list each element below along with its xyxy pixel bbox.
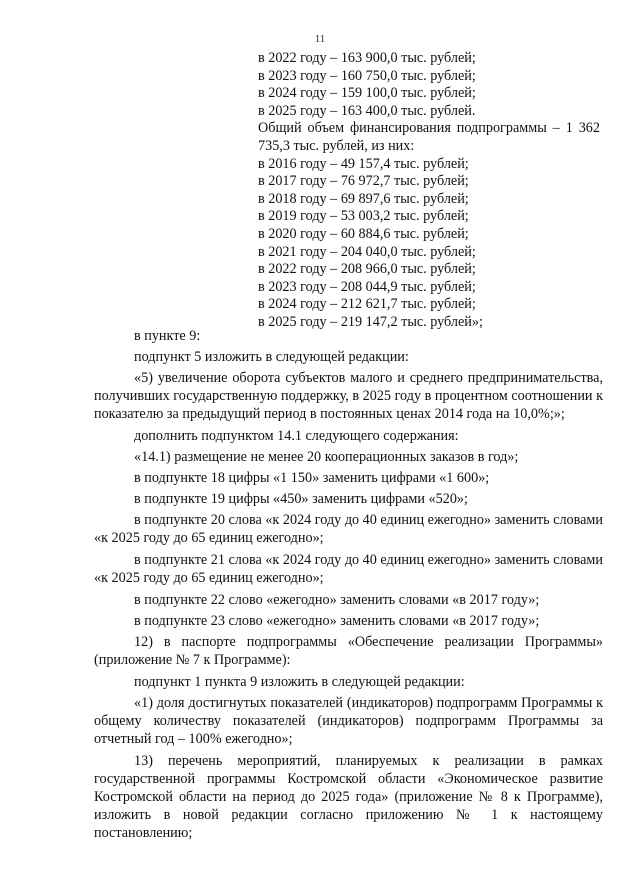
page-number: 11 (314, 33, 326, 45)
financing-line: в 2025 году – 163 400,0 тыс. рублей. (258, 102, 476, 119)
paragraph: «14.1) размещение не менее 20 кооперационных заказов в год»; (134, 449, 519, 465)
financing-line: в 2024 году – 159 100,0 тыс. рублей; (258, 85, 476, 102)
financing-line: в 2022 году – 163 900,0 тыс. рублей; (258, 50, 476, 66)
paragraph: в подпункте 23 слово «ежегодно» заменить словами «в 2017 году»; (134, 613, 540, 629)
paragraph: в подпункте 20 слова «к 2024 году до 40 единиц ежегодно» заменить словами «к 2025 году до 65 единиц ежегодно»; (94, 512, 603, 546)
financing-line: в 2019 году – 53 003,2 тыс. рублей; (258, 208, 469, 225)
paragraph: в подпункте 22 слово «ежегодно» заменить словами «в 2017 году»; (134, 592, 540, 608)
paragraph: «5) увеличение оборота субъектов малого и среднего предпринимательства, получивших государственную поддержку, в 2025 году в процентном соотношении к показателю за предыдущий период в постоянных ценах 2014 года на 10,0%;»; (94, 370, 603, 422)
financing-line: в 2025 году – 219 147,2 тыс. рублей»; (258, 313, 483, 330)
paragraph: в пункте 9: (134, 328, 201, 344)
total-financing: Общий объем финансирования подпрограммы – 1 362 735,3 тыс. рублей, из них: (258, 120, 600, 154)
financing-line: в 2022 году – 208 966,0 тыс. рублей; (258, 261, 476, 278)
financing-line: в 2016 году – 49 157,4 тыс. рублей; (258, 155, 469, 172)
paragraph: подпункт 5 изложить в следующей редакции: (134, 349, 409, 365)
paragraph: дополнить подпунктом 14.1 следующего содержания: (134, 428, 459, 444)
financing-line: в 2018 году – 69 897,6 тыс. рублей; (258, 190, 469, 207)
document-body (94, 327, 603, 846)
paragraph: подпункт 1 пункта 9 изложить в следующей редакции: (134, 674, 465, 690)
financing-line: в 2021 году – 204 040,0 тыс. рублей; (258, 243, 476, 260)
paragraph: 13) перечень мероприятий, планируемых к реализации в рамках государственной программы Костромской области «Экономическое развитие Костромской области на период до 2025 года» (приложение № 8 к Программе), изложить в новой редакции согласно приложению № 1 к настоящему постановлению; (94, 753, 603, 841)
financing-line: в 2024 году – 212 621,7 тыс. рублей; (258, 296, 476, 313)
financing-block (258, 50, 600, 332)
paragraph: 12) в паспорте подпрограммы «Обеспечение реализации Программы» (приложение № 7 к Программе): (94, 634, 603, 668)
paragraph: в подпункте 18 цифры «1 150» заменить цифрами «1 600»; (134, 470, 490, 486)
financing-line: в 2020 году – 60 884,6 тыс. рублей; (258, 225, 469, 242)
financing-line: в 2017 году – 76 972,7 тыс. рублей; (258, 173, 469, 190)
paragraph: в подпункте 19 цифры «450» заменить цифрами «520»; (134, 491, 468, 507)
paragraph: «1) доля достигнутых показателей (индикаторов) подпрограмм Программы к общему количеству показателей (индикаторов) подпрограмм Программы за отчетный год – 100% ежегодно»; (94, 695, 603, 747)
paragraph: в подпункте 21 слова «к 2024 году до 40 единиц ежегодно» заменить словами «к 2025 году до 65 единиц ежегодно»; (94, 552, 603, 586)
financing-line: в 2023 году – 208 044,9 тыс. рублей; (258, 278, 476, 295)
financing-line: в 2023 году – 160 750,0 тыс. рублей; (258, 67, 476, 84)
